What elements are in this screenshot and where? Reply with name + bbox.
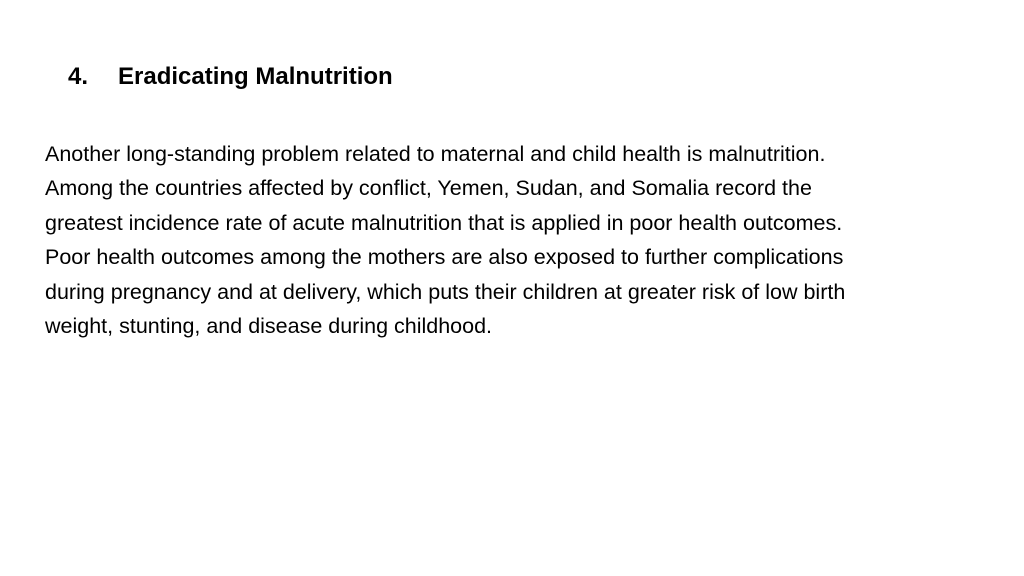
paragraph-line: weight, stunting, and disease during childhood.	[45, 314, 493, 339]
paragraph-line: Another long-standing problem related to maternal and child health is malnutrition.	[45, 142, 826, 166]
heading-title: Eradicating Malnutrition	[118, 63, 393, 90]
body-paragraph	[45, 137, 995, 343]
heading-number: 4.	[68, 63, 89, 90]
paragraph-line: during pregnancy and at delivery, which puts their children at greater risk of low birth	[45, 279, 846, 304]
paragraph-line: Poor health outcomes among the mothers are also exposed to further complications	[45, 245, 844, 270]
paragraph-line: Among the countries affected by conflict, Yemen, Sudan, and Somalia record the	[45, 176, 812, 201]
section-heading	[68, 60, 393, 94]
paragraph-line: greatest incidence rate of acute malnutrition that is applied in poor health outcomes.	[45, 210, 843, 235]
